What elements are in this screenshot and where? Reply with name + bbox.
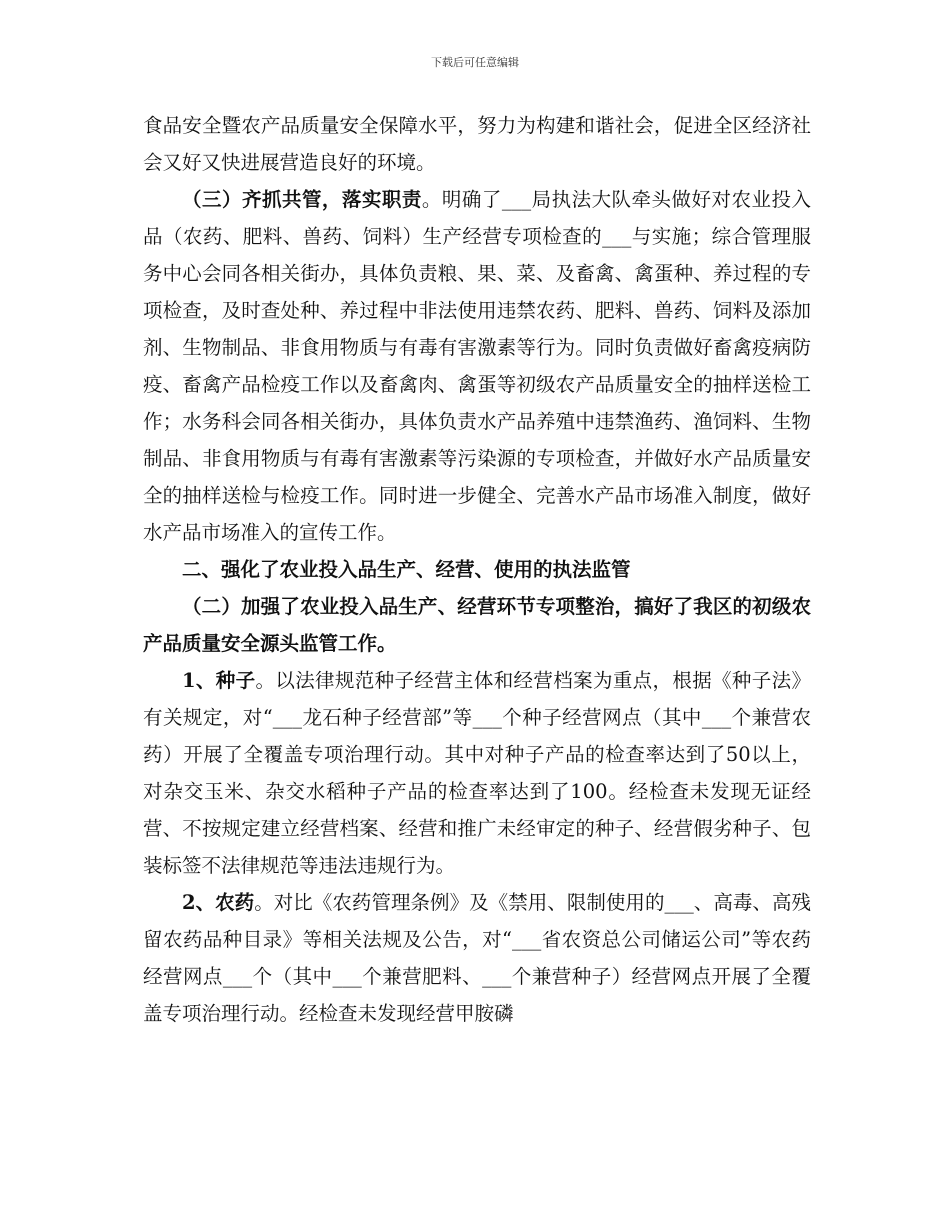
paragraph-lead: 1、种子 bbox=[182, 669, 256, 692]
section-heading: 二、强化了农业投入品生产、经营、使用的执法监管 bbox=[182, 558, 631, 581]
document-body bbox=[143, 107, 811, 1032]
paragraph-seeds bbox=[143, 662, 811, 884]
paragraph-responsibilities bbox=[143, 181, 811, 551]
paragraph-pesticides bbox=[143, 884, 811, 1032]
paragraph-text: 。明确了___局执法大队牵头做好对农业投入品（农药、肥料、兽药、饲料）生产经营专项检查的___与实施；综合管理服务中心会同各相关街办，具体负责粮、果、菜、及畜禽、禽蛋种、养过程的专项检查，及时查处种、养过程中非法使用违禁农药、肥料、兽药、饲料及添加剂、生物制品、非食用物质与有毒有害激素等行为。同时负责做好畜禽疫病防疫、畜禽产品检疫工作以及畜禽肉、禽蛋等初级农产品质量安全的抽样送检工作；水务科会同各相关街办，具体负责水产品养殖中违禁渔药、渔饲料、生物制品、非食用物质与有毒有害激素等污染源的专项检查，并做好水产品质量安全的抽样送检与检疫工作。同时进一步健全、完善水产品市场准入制度，做好水产品市场准入的宣传工作。 bbox=[143, 188, 811, 544]
page-header: 下载后可任意编辑 bbox=[431, 56, 519, 69]
paragraph-text: 。对比《农药管理条例》及《禁用、限制使用的___、高毒、高残留农药品种目录》等相关法规及公告，对“___省农资总公司储运公司”等农药经营网点___个（其中___个兼营肥料、___个兼营种子）经营网点开展了全覆盖专项治理行动。经检查未发现经营甲胺磷 bbox=[143, 891, 811, 1025]
paragraph-continuation: 食品安全暨农产品质量安全保障水平，努力为构建和谐社会，促进全区经济社会又好又快进展营造良好的环境。 bbox=[143, 114, 811, 174]
paragraph-lead: （三）齐抓共管，落实职责 bbox=[182, 188, 422, 211]
subsection-heading: （二）加强了农业投入品生产、经营环节专项整治，搞好了我区的初级农产品质量安全源头监管工作。 bbox=[143, 595, 811, 655]
paragraph-lead: 2、农药 bbox=[182, 891, 255, 914]
paragraph-text: 。以法律规范种子经营主体和经营档案为重点，根据《种子法》有关规定，对“___龙石种子经营部”等___个种子经营网点（其中___个兼营农药）开展了全覆盖专项治理行动。其中对种子产品的检查率达到了50以上，对杂交玉米、杂交水稻种子产品的检查率达到了100。经检查未发现无证经营、不按规定建立经营档案、经营和推广未经审定的种子、经营假劣种子、包装标签不法律规范等违法违规行为。 bbox=[143, 669, 811, 877]
